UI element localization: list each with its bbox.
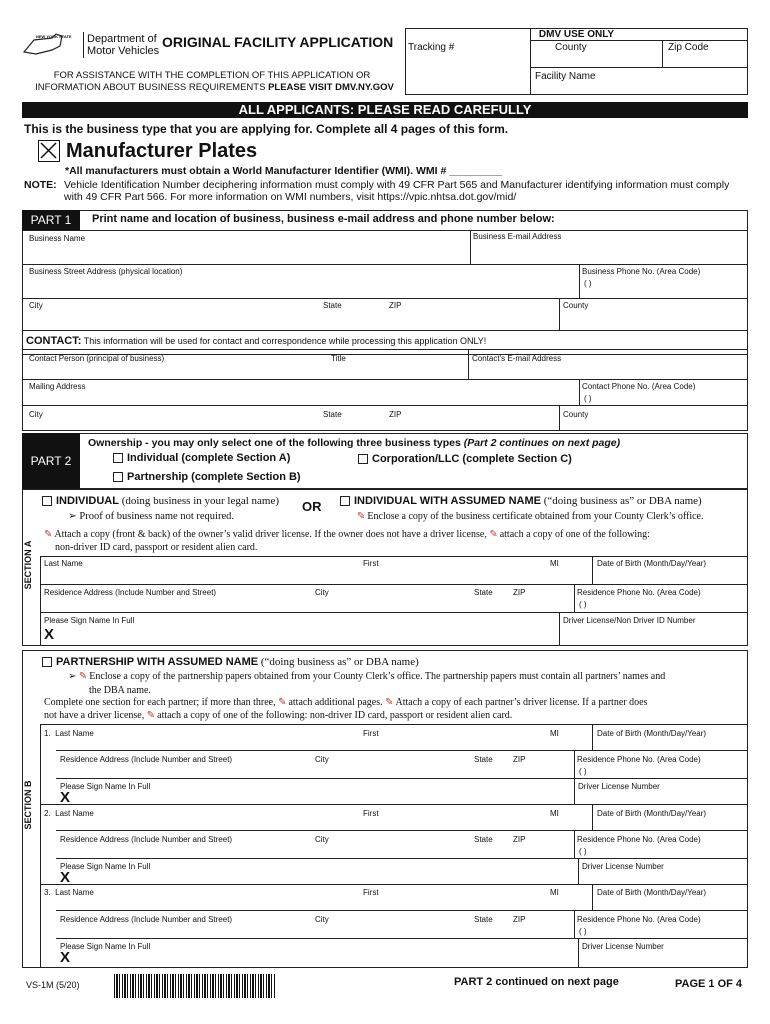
b-enclose-note-cont: the DBA name. <box>89 685 151 696</box>
p1-state-field[interactable]: State <box>474 755 493 764</box>
p3-phone-field[interactable]: Residence Phone No. (Area Code) <box>577 915 701 924</box>
p3-zip-field[interactable]: ZIP <box>513 915 526 924</box>
assumed-name-option[interactable]: INDIVIDUAL WITH ASSUMED NAME (“doing business as” or DBA name) <box>340 495 702 507</box>
p3-dob-field[interactable]: Date of Birth (Month/Day/Year) <box>597 888 707 897</box>
logo-state-text: NEW YORK STATE <box>36 34 72 39</box>
p1-phone-paren: ( ) <box>579 767 587 776</box>
assist-line1: FOR ASSISTANCE WITH THE COMPLETION OF THIS APPLICATION OR <box>53 70 371 81</box>
business-phone-paren: ( ) <box>584 279 592 288</box>
a-state-field[interactable]: State <box>474 588 493 597</box>
pen-icon: ✎ <box>278 697 287 708</box>
contact-phone-field[interactable]: Contact Phone No. (Area Code) <box>582 382 696 391</box>
dmv-county-field[interactable]: County <box>555 42 587 53</box>
or-label: OR <box>302 499 322 514</box>
pen-icon: ✎ <box>44 529 53 540</box>
p1-residence-field[interactable]: Residence Address (Include Number and Street) <box>60 755 233 764</box>
proof-note: ➢ Proof of business name not required. <box>68 511 234 522</box>
a-mi-field[interactable]: MI <box>550 559 559 568</box>
business-type-note: This is the business type that you are applying for. Complete all 4 pages of this form. <box>24 122 509 136</box>
p2-license-field[interactable]: Driver License Number <box>582 862 664 871</box>
p2-state-field[interactable]: State <box>474 835 493 844</box>
barcode <box>114 974 276 998</box>
p2-sign-label: Please Sign Name In Full <box>60 862 151 871</box>
assist-line2: INFORMATION ABOUT BUSINESS REQUIREMENTS PLEASE VISIT DMV.NY.GOV <box>35 82 394 93</box>
p2-phone-field[interactable]: Residence Phone No. (Area Code) <box>577 835 701 844</box>
facility-name-field[interactable]: Facility Name <box>535 71 596 82</box>
part1-label: PART 1 <box>22 210 80 230</box>
individual-checkbox[interactable] <box>113 453 123 463</box>
contact-title-field[interactable]: Title <box>331 354 346 363</box>
p2-zip-field[interactable]: ZIP <box>513 835 526 844</box>
b-complete-note-cont: not have a driver license, ✎ attach a copy of one of the following: non-driver ID card, passport or resident alien card. <box>44 710 513 721</box>
dept-line1: Department of <box>87 33 157 45</box>
note-text: Vehicle Identification Number deciphering information must comply with 49 CFR Part 565 and Manufacturer identifying information must comply with 49 CFR Part 566. For more information on WMI numbers, visit https://vpic.nhtsa.dot.gov/mid/ <box>64 179 730 203</box>
section-b-side-label: SECTION B <box>23 780 33 830</box>
a-phone-paren: ( ) <box>579 600 587 609</box>
form-title: ORIGINAL FACILITY APPLICATION <box>162 34 394 50</box>
p2-residence-field[interactable]: Residence Address (Include Number and Street) <box>60 835 233 844</box>
partnership-option[interactable]: PARTNERSHIP WITH ASSUMED NAME (“doing business as” or DBA name) <box>42 656 419 668</box>
p1-mi-field[interactable]: MI <box>550 729 559 738</box>
p1-license-field[interactable]: Driver License Number <box>578 782 660 791</box>
a-city-field[interactable]: City <box>315 588 329 597</box>
a-dob-field[interactable]: Date of Birth (Month/Day/Year) <box>597 559 707 568</box>
p1-signature-field[interactable]: X <box>60 789 71 806</box>
p2-city-field[interactable]: City <box>315 835 329 844</box>
p3-state-field[interactable]: State <box>474 915 493 924</box>
corporation-checkbox[interactable] <box>358 454 368 464</box>
logo-divider <box>83 32 84 58</box>
a-residence-field[interactable]: Residence Address (Include Number and Street) <box>44 588 217 597</box>
a-sign-label: Please Sign Name In Full <box>44 616 135 625</box>
continued-note: PART 2 continued on next page <box>454 976 619 988</box>
dmv-use-only-label: DMV USE ONLY <box>538 29 615 40</box>
contact-county-field[interactable]: County <box>563 410 589 419</box>
contact-city-field[interactable]: City <box>29 410 43 419</box>
p1-zip-field[interactable]: ZIP <box>513 755 526 764</box>
contact-note: CONTACT: This information will be used for contact and correspondence while processing this application ONLY! <box>26 335 487 347</box>
p3-license-field[interactable]: Driver License Number <box>582 942 664 951</box>
attach-note: ✎ Attach a copy (front & back) of the owner’s valid driver license. If the owner does not have a driver license, ✎ attach a copy of one of the following: <box>44 529 650 540</box>
p3-first-field[interactable]: First <box>363 888 379 897</box>
pen-icon: ✎ <box>78 671 88 682</box>
p3-mi-field[interactable]: MI <box>550 888 559 897</box>
a-license-field[interactable]: Driver License/Non Driver ID Number <box>563 616 696 625</box>
p1-city-field[interactable]: City <box>315 755 329 764</box>
business-county-field[interactable]: County <box>563 301 589 310</box>
page-number: PAGE 1 OF 4 <box>675 978 743 990</box>
business-phone-field[interactable]: Business Phone No. (Area Code) <box>582 267 701 276</box>
a-zip-field[interactable]: ZIP <box>513 588 526 597</box>
mailing-address-field[interactable]: Mailing Address <box>29 382 86 391</box>
b-enclose-note: ➢ ✎ Enclose a copy of the partnership papers obtained from your County Clerk’s office. The partnership papers must contain all partners’ names and <box>68 671 666 682</box>
tracking-field[interactable]: Tracking # <box>408 42 455 53</box>
part2-label: PART 2 <box>22 433 80 489</box>
a-phone-field[interactable]: Residence Phone No. (Area Code) <box>577 588 701 597</box>
partnership-b-checkbox[interactable] <box>42 657 52 667</box>
individual-option[interactable]: INDIVIDUAL (doing business in your legal name) <box>42 495 279 507</box>
contact-phone-paren: ( ) <box>584 394 592 403</box>
pen-icon: ✎ <box>146 710 156 721</box>
p1-last-field[interactable]: 1. Last Name <box>44 729 94 738</box>
pen-icon: ✎ <box>385 697 394 708</box>
part1-box <box>22 210 748 355</box>
attach-note-cont: non-driver ID card, passport or resident alien card. <box>55 542 258 553</box>
p3-phone-paren: ( ) <box>579 927 587 936</box>
read-carefully-banner: ALL APPLICANTS: PLEASE READ CAREFULLY <box>22 102 748 118</box>
p3-signature-field[interactable]: X <box>60 949 71 966</box>
business-zip-field[interactable]: ZIP <box>389 301 402 310</box>
p3-residence-field[interactable]: Residence Address (Include Number and Street) <box>60 915 233 924</box>
assumed-name-checkbox[interactable] <box>340 496 350 506</box>
plates-checkbox[interactable] <box>38 140 60 162</box>
a-first-field[interactable]: First <box>363 559 379 568</box>
dmv-zip-field[interactable]: Zip Code <box>668 42 709 53</box>
dept-line2: Motor Vehicles <box>87 45 160 57</box>
opt-partnership[interactable]: Partnership (complete Section B) <box>113 471 301 483</box>
note-label: NOTE: <box>24 179 57 191</box>
p2-first-field[interactable]: First <box>363 809 379 818</box>
opt-corporation[interactable]: Corporation/LLC (complete Section C) <box>358 453 572 465</box>
wmi-note: *All manufacturers must obtain a World Manufacturer Identifier (WMI). WMI # _________ <box>65 165 502 177</box>
p1-sign-label: Please Sign Name In Full <box>60 782 151 791</box>
checked-x-icon <box>39 141 58 160</box>
p2-phone-paren: ( ) <box>579 847 587 856</box>
business-name-field[interactable]: Business Name <box>29 234 86 243</box>
p3-city-field[interactable]: City <box>315 915 329 924</box>
p3-last-field[interactable]: 3. Last Name <box>44 888 94 897</box>
business-street-field[interactable]: Business Street Address (physical location) <box>29 267 183 276</box>
contact-zip-field[interactable]: ZIP <box>389 410 402 419</box>
p1-first-field[interactable]: First <box>363 729 379 738</box>
business-city-field[interactable]: City <box>29 301 43 310</box>
plates-title: Manufacturer Plates <box>66 140 258 162</box>
part1-heading: Print name and location of business, business e-mail address and phone number below: <box>92 213 555 225</box>
p2-signature-field[interactable]: X <box>60 869 71 886</box>
contact-email-field[interactable]: Contact's E-mail Address <box>472 354 562 363</box>
pen-icon: ✎ <box>357 511 366 522</box>
b-complete-note: Complete one section for each partner; if more than three, ✎ attach additional pages. ✎ Attach a copy of each partner’s driver license. If a partner does <box>44 697 648 708</box>
contact-state-field[interactable]: State <box>323 410 342 419</box>
enclose-note: ✎ Enclose a copy of the business certificate obtained from your County Clerk’s office. <box>357 511 704 522</box>
ownership-text: Ownership - you may only select one of the following three business types (Part 2 continues on next page) <box>88 437 621 449</box>
pen-icon: ✎ <box>489 529 498 540</box>
partnership-checkbox[interactable] <box>113 472 123 482</box>
individual-a-checkbox[interactable] <box>42 496 52 506</box>
section-a-side-label: SECTION A <box>23 540 33 590</box>
p2-mi-field[interactable]: MI <box>550 809 559 818</box>
opt-individual[interactable]: Individual (complete Section A) <box>113 452 290 464</box>
p1-dob-field[interactable]: Date of Birth (Month/Day/Year) <box>597 729 707 738</box>
form-id: VS-1M (5/20) <box>26 980 80 990</box>
a-last-name-field[interactable]: Last Name <box>44 559 83 568</box>
p1-phone-field[interactable]: Residence Phone No. (Area Code) <box>577 755 701 764</box>
business-state-field[interactable]: State <box>323 301 342 310</box>
business-email-field[interactable]: Business E-mail Address <box>473 232 562 241</box>
a-signature-field[interactable]: X <box>44 626 55 643</box>
p3-sign-label: Please Sign Name In Full <box>60 942 151 951</box>
contact-person-field[interactable]: Contact Person (principal of business) <box>29 354 165 363</box>
p2-last-field[interactable]: 2. Last Name <box>44 809 94 818</box>
p2-dob-field[interactable]: Date of Birth (Month/Day/Year) <box>597 809 707 818</box>
